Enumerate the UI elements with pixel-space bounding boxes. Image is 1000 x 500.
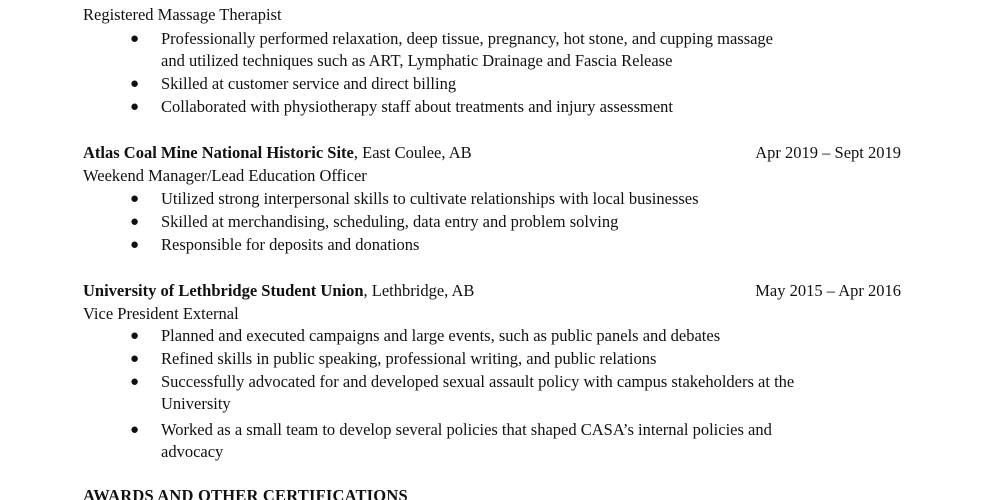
bullet-icon: ● [130, 328, 140, 344]
bullet-item: ● Worked as a small team to develop several policies that shaped CASA’s internal policies and [130, 418, 1000, 442]
bullet-icon: ● [130, 351, 140, 367]
job-dates: Apr 2019 – Sept 2019 [755, 143, 901, 162]
bullet-item: ● Skilled at customer service and direct billing [130, 72, 1000, 96]
bullet-item: ● Skilled at merchandising, scheduling, data entry and problem solving [130, 210, 1000, 234]
bullet-icon: ● [130, 191, 140, 207]
bullet-continuation: advocacy [161, 442, 224, 461]
bullet-item: ● Responsible for deposits and donations [130, 233, 1000, 257]
section-heading: AWARDS AND OTHER CERTIFICATIONS [83, 486, 408, 500]
job-location: , East Coulee, AB [353, 143, 472, 162]
bullet-icon: ● [130, 422, 140, 438]
job-header [83, 279, 901, 303]
job-title: Registered Massage Therapist [83, 5, 282, 24]
bullet-icon: ● [130, 374, 140, 390]
job-dates: May 2015 – Apr 2016 [755, 281, 901, 300]
bullet-item: ● Utilized strong interpersonal skills to cultivate relationships with local businesses [130, 187, 1000, 211]
job-organization: Atlas Coal Mine National Historic Site [83, 143, 354, 162]
job-header [83, 141, 901, 165]
job-title: Vice President External [83, 304, 239, 323]
bullet-item: ● Professionally performed relaxation, deep tissue, pregnancy, hot stone, and cupping massage [130, 27, 1000, 51]
bullet-icon: ● [130, 99, 140, 115]
bullet-item: ● Refined skills in public speaking, professional writing, and public relations [130, 347, 1000, 371]
bullet-icon: ● [130, 31, 140, 47]
bullet-continuation: and utilized techniques such as ART, Lymphatic Drainage and Fascia Release [161, 51, 673, 70]
bullet-icon: ● [130, 237, 140, 253]
bullet-icon: ● [130, 214, 140, 230]
bullet-icon: ● [130, 76, 140, 92]
job-organization: University of Lethbridge Student Union [83, 281, 364, 300]
job-location: , Lethbridge, AB [363, 281, 475, 300]
bullet-item: ● Successfully advocated for and developed sexual assault policy with campus stakeholders at the [130, 370, 1000, 394]
bullet-item: ● Planned and executed campaigns and large events, such as public panels and debates [130, 324, 1000, 348]
bullet-continuation: University [161, 394, 231, 413]
bullet-item: ● Collaborated with physiotherapy staff about treatments and injury assessment [130, 95, 1000, 119]
job-title: Weekend Manager/Lead Education Officer [83, 166, 367, 185]
